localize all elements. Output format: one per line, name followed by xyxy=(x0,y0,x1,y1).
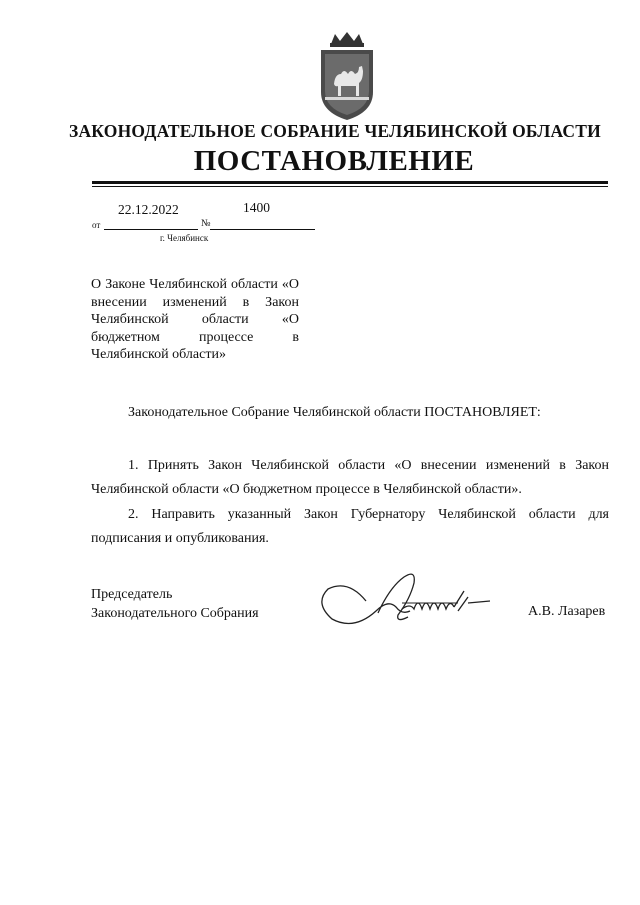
document-number: 1400 xyxy=(243,200,270,215)
document-date: 22.12.2022 xyxy=(118,202,179,217)
organization-name: ЗАКОНОДАТЕЛЬНОЕ СОБРАНИЕ ЧЕЛЯБИНСКОЙ ОБЛАСТИ xyxy=(69,121,601,141)
signer-title-line: Законодательного Собрания xyxy=(91,606,259,621)
document-subject: О Законе Челябинской области «О внесении изменений в Закон Челябинской области «О бюджетном процессе в Челябинской области» xyxy=(91,277,299,362)
signer-title-line: Председатель xyxy=(91,587,173,602)
header-divider-thin xyxy=(92,186,608,187)
decree-item: 1. Принять Закон Челябинской области «О внесении изменений в Закон Челябинской области «О бюджетном процессе в Челябинской области». xyxy=(91,458,609,497)
signer-title xyxy=(91,585,259,623)
coat-of-arms-icon xyxy=(317,30,377,122)
decree-item: 2. Направить указанный Закон Губернатору Челябинской области для подписания и опубликования. xyxy=(91,507,609,546)
date-underline xyxy=(104,229,198,230)
header-divider-thick xyxy=(92,181,608,184)
number-underline xyxy=(210,229,315,230)
signer-name: А.В. Лазарев xyxy=(528,604,606,619)
handwritten-signature xyxy=(318,567,494,631)
city-label: г. Челябинск xyxy=(160,233,209,243)
date-prefix: от xyxy=(92,220,101,230)
decree-statement: Законодательное Собрание Челябинской области ПОСТАНОВЛЯЕТ: xyxy=(128,405,541,420)
document-type: ПОСТАНОВЛЕНИЕ xyxy=(193,145,475,177)
number-sign: № xyxy=(201,218,211,229)
